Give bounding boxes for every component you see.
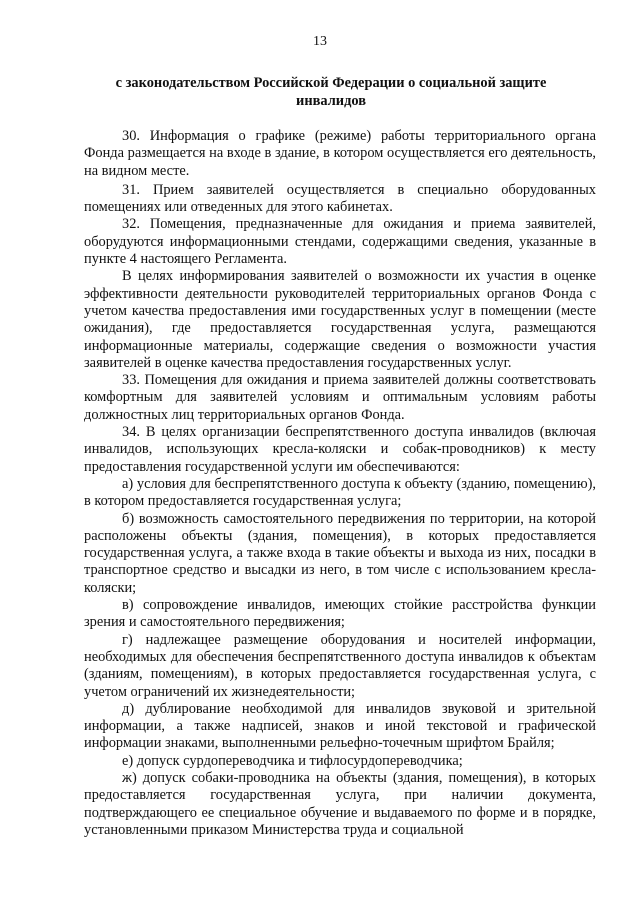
paragraph-32: 32. Помещения, предназначенные для ожидания и приема заявителей, оборудуются информационными стендами, содержащими сведения, указанные в пункте 4 настоящего Регламента. xyxy=(84,216,596,268)
list-item-b: б) возможность самостоятельного передвижения по территории, на которой расположены объекты (здания, помещения), в которых предоставляется государственная услуга, а также входа в такие объекты и выхода из них, посадки в транспортное средство и высадки из него, в том числе с использованием кресла-коляски; xyxy=(84,510,596,596)
paragraph-34: 34. В целях организации беспрепятственного доступа инвалидов (включая инвалидов, использующих кресла-коляски и собак-проводников) к месту предоставления государственной услуги им обеспечиваются: xyxy=(84,424,596,475)
paragraph-30: 30. Информация о графике (режиме) работы территориального органа Фонда размещается на входе в здание, в котором осуществляется его деятельность, на видном месте. xyxy=(84,128,596,179)
paragraph-32-informing: В целях информирования заявителей о возможности их участия в оценке эффективности деятельности руководителей территориальных органов Фонда с учетом качества предоставления ими государственных услуг в помещении (месте ожидания), где предоставляется государственная услуга, размещаются информационные материалы, содержащие сведения о возможности участия заявителей в оценке качества предоставления государственных услуг. xyxy=(84,268,596,371)
list-item-v: в) сопровождение инвалидов, имеющих стойкие расстройства функции зрения и самостоятельного передвижения; xyxy=(84,597,596,631)
list-item-e: е) допуск сурдопереводчика и тифлосурдопереводчика; xyxy=(122,752,463,769)
list-item-g: г) надлежащее размещение оборудования и носителей информации, необходимых для обеспечения беспрепятственного доступа инвалидов к объектам (зданиям, помещениям), в которых предоставляется государственная услуга, с учетом ограничений их жизнедеятельности; xyxy=(84,631,596,700)
paragraph-31: 31. Прием заявителей осуществляется в специально оборудованных помещениях или отведенных для этого кабинетах. xyxy=(84,181,596,216)
page-number: 13 xyxy=(313,34,327,49)
list-item-zh: ж) допуск собаки-проводника на объекты (здания, помещения), в которых предоставляется государственная услуга, при наличии документа, подтверждающего ее специальное обучение и выдаваемого по форме и в порядке, установленными приказом Министерства труда и социальной xyxy=(84,769,596,838)
paragraph-33: 33. Помещения для ожидания и приема заявителей должны соответствовать комфортным для заявителей условиям и оптимальным условиям работы должностных лиц территориальных органов Фонда. xyxy=(84,372,596,423)
section-heading: с законодательством Российской Федерации о социальной защите инвалидов xyxy=(115,75,547,109)
document-body xyxy=(84,128,596,839)
list-item-a: а) условия для беспрепятственного доступа к объекту (зданию, помещению), в котором предоставляется государственная услуга; xyxy=(84,475,596,510)
list-item-d: д) дублирование необходимой для инвалидов звуковой и зрительной информации, а также надписей, знаков и иной текстовой и графической информации знаками, выполненными рельефно-точечным шрифтом Брайля; xyxy=(84,700,596,752)
